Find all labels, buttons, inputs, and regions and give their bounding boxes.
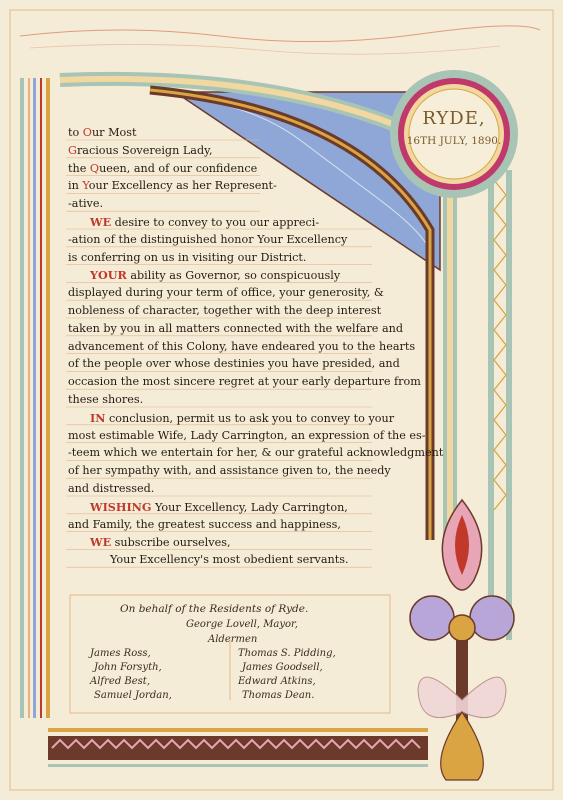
address-line <box>68 304 381 318</box>
illuminated-capital: WE <box>90 535 112 550</box>
line-text: Your Excellency's most obedient servants. <box>110 553 349 567</box>
address-line <box>90 411 394 426</box>
mayor-signature: George Lovell, Mayor, <box>186 619 298 630</box>
line-text: -ative. <box>68 197 104 211</box>
alderman-signature: Samuel Jordan, <box>94 690 172 701</box>
line-text: ability as Governor, so conspicuously <box>126 269 341 283</box>
alderman-signature: James Ross, <box>90 648 151 659</box>
address-line <box>68 179 277 193</box>
line-text: most estimable Wife, Lady Carrington, an expression of the es- <box>68 428 426 442</box>
address-line <box>90 215 319 230</box>
line-text: -ation of the distinguished honor Your Excellency <box>68 232 348 246</box>
alderman-signature: James Goodsell, <box>242 662 323 673</box>
right-border-band <box>488 170 512 640</box>
address-line <box>68 144 213 158</box>
address-line <box>68 464 391 478</box>
address-line <box>68 429 426 443</box>
illuminated-capital: YOUR <box>90 268 127 283</box>
line-text: -teem which we entertain for her, & our grateful acknowledgment <box>68 446 444 460</box>
address-line <box>68 518 341 532</box>
address-line <box>68 197 103 211</box>
illuminated-capital: Q <box>89 161 100 175</box>
line-text: is conferring on us in visiting our District. <box>68 250 307 264</box>
line-text: Your Excellency, Lady Carrington, <box>151 500 348 514</box>
line-text: of her sympathy with, and assistance given to, the needy <box>68 464 391 478</box>
line-text: and Family, the greatest success and happiness, <box>68 517 341 531</box>
line-prefix: in <box>68 179 83 193</box>
address-line <box>68 251 306 265</box>
line-text: ur Most <box>91 126 137 139</box>
line-text: racious Sovereign Lady, <box>76 143 213 157</box>
line-prefix: to <box>68 126 83 139</box>
address-line <box>90 500 348 515</box>
address-line <box>68 393 143 407</box>
address-line <box>68 357 400 371</box>
address-line <box>68 322 403 336</box>
illuminated-capital: G <box>68 143 77 157</box>
alderman-signature: Alfred Best, <box>90 676 150 687</box>
address-line <box>110 553 349 567</box>
line-prefix: the <box>68 161 90 175</box>
line-text: displayed during your term of office, your generosity, & <box>68 286 384 300</box>
alderman-signature: Thomas Dean. <box>242 690 315 701</box>
address-line <box>68 446 443 460</box>
illuminated-capital: O <box>82 126 92 139</box>
line-text: of the people over whose destinies you have presided, and <box>68 357 400 371</box>
address-line <box>68 375 421 389</box>
illuminated-capital: WE <box>90 215 112 229</box>
address-line <box>90 535 231 550</box>
line-text: taken by you in all matters connected with the welfare and <box>68 321 404 335</box>
line-text: desire to convey to you our appreci- <box>111 216 320 229</box>
address-line <box>68 233 347 247</box>
alderman-signature: John Forsyth, <box>94 662 162 673</box>
line-text: nobleness of character, together with the deep interest <box>68 304 382 317</box>
signatures-heading: On behalf of the Residents of Ryde. <box>120 603 309 615</box>
line-text: our Excellency as her Represent- <box>88 179 277 193</box>
line-text: ueen, and of our confidence <box>99 161 258 175</box>
address-line <box>68 482 154 496</box>
illuminated-capital: IN <box>90 410 106 425</box>
address-line <box>68 162 257 176</box>
line-text: conclusion, permit us to ask you to convey to your <box>105 411 395 425</box>
line-text: occasion the most sincere regret at your early departure from <box>68 375 421 389</box>
stamp-place: RYDE, <box>422 108 486 129</box>
stamp-date: 16TH JULY, 1890. <box>406 135 502 147</box>
line-text: advancement of this Colony, have endeared you to the hearts <box>68 339 416 353</box>
alderman-signature: Edward Atkins, <box>238 676 316 687</box>
address-line <box>68 286 384 300</box>
illuminated-capital: Y <box>82 179 89 193</box>
line-text: and distressed. <box>68 482 155 495</box>
address-line <box>68 126 137 140</box>
illuminated-capital: WISHING <box>90 499 152 514</box>
line-text: these shores. <box>68 393 144 406</box>
alderman-signature: Thomas S. Pidding, <box>238 648 336 659</box>
address-line <box>68 340 415 354</box>
address-line <box>90 268 340 283</box>
aldermen-label: Aldermen <box>208 634 258 645</box>
line-text: subscribe ourselves, <box>111 536 231 550</box>
ryde-medallion <box>390 70 518 198</box>
